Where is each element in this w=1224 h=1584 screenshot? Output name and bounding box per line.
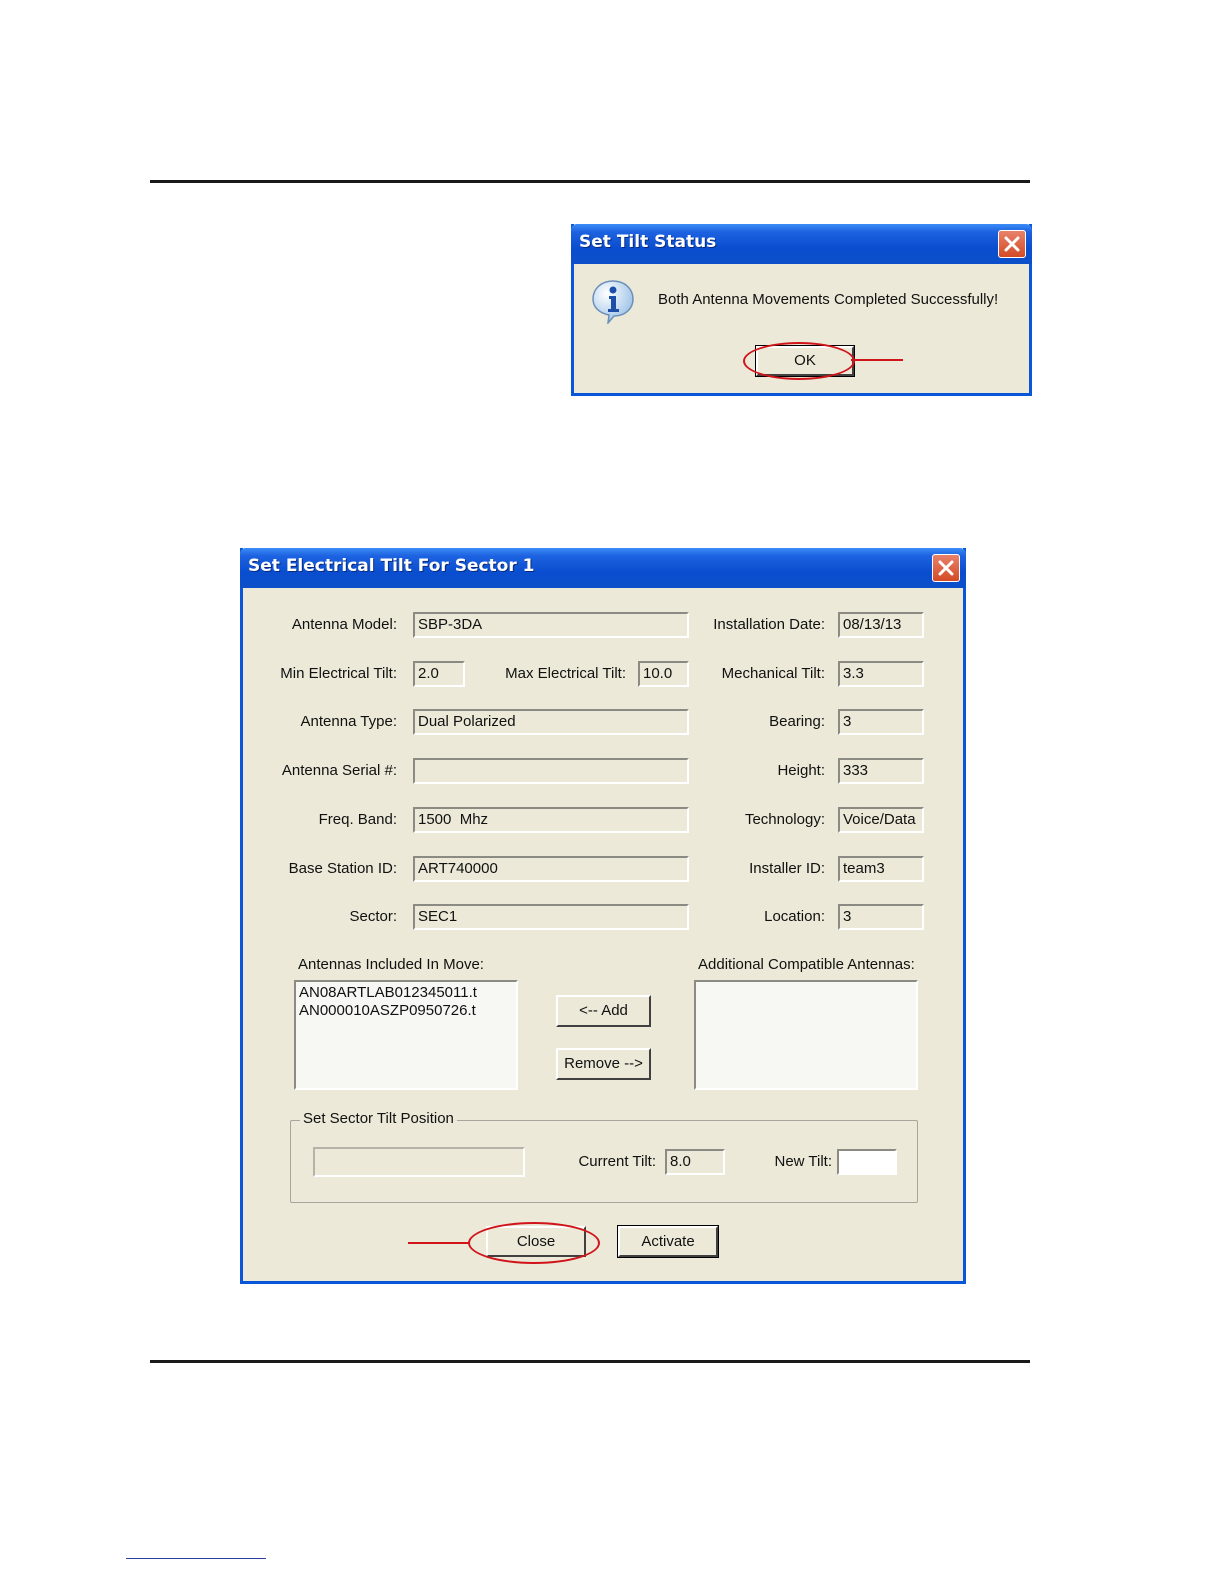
antenna-type-label: Antenna Type:: [300, 713, 397, 730]
bearing-field[interactable]: 3: [838, 709, 924, 735]
status-title: Set Tilt Status: [579, 232, 717, 252]
compatible-label: Additional Compatible Antennas:: [698, 956, 915, 973]
installation-date-label: Installation Date:: [713, 616, 825, 633]
installation-date-field[interactable]: 08/13/13: [838, 612, 924, 638]
close-callout-line: [408, 1242, 470, 1244]
freq-band-label: Freq. Band:: [318, 811, 397, 828]
height-field[interactable]: 333: [838, 758, 924, 784]
sector-tilt-group-label: Set Sector Tilt Position: [300, 1110, 457, 1127]
antenna-model-label: Antenna Model:: [291, 616, 397, 633]
technology-label: Technology:: [744, 811, 825, 828]
ok-callout-line: [851, 359, 903, 361]
status-titlebar[interactable]: [571, 224, 1032, 264]
antenna-model-field[interactable]: SBP-3DA: [413, 612, 689, 638]
min-tilt-field[interactable]: 2.0: [413, 661, 465, 687]
remove-button[interactable]: Remove -->: [556, 1048, 651, 1080]
footer-link-underline: [126, 1558, 266, 1559]
tilt-titlebar[interactable]: [240, 548, 966, 588]
tilt-dialog: [240, 548, 966, 1284]
ok-button[interactable]: OK: [756, 346, 854, 376]
list-item[interactable]: AN08ARTLAB012345011.t: [299, 984, 477, 1001]
installer-field[interactable]: team3: [838, 856, 924, 882]
info-icon: [590, 278, 636, 324]
status-close-button[interactable]: [998, 230, 1026, 258]
height-label: Height:: [777, 762, 825, 779]
bearing-label: Bearing:: [769, 713, 825, 730]
add-button[interactable]: <-- Add: [556, 995, 651, 1027]
top-rule: [150, 180, 1030, 183]
location-field[interactable]: 3: [838, 904, 924, 930]
activate-button[interactable]: Activate: [618, 1226, 718, 1257]
max-tilt-field[interactable]: 10.0: [638, 661, 689, 687]
tilt-progress-bar: [313, 1147, 525, 1177]
installer-label: Installer ID:: [749, 860, 825, 877]
included-label: Antennas Included In Move:: [298, 956, 484, 973]
freq-band-field[interactable]: 1500 Mhz: [413, 807, 689, 833]
current-tilt-label: Current Tilt:: [578, 1153, 656, 1170]
serial-field[interactable]: [413, 758, 689, 784]
antenna-type-field[interactable]: Dual Polarized: [413, 709, 689, 735]
status-message: Both Antenna Movements Completed Successfully!: [658, 291, 999, 308]
bottom-rule: [150, 1360, 1030, 1363]
included-list[interactable]: [294, 980, 518, 1090]
compatible-list[interactable]: [694, 980, 918, 1090]
mechanical-tilt-field[interactable]: 3.3: [838, 661, 924, 687]
current-tilt-field[interactable]: 8.0: [665, 1149, 725, 1175]
location-label: Location:: [764, 908, 825, 925]
tilt-close-x-button[interactable]: [932, 554, 960, 582]
new-tilt-input[interactable]: [837, 1149, 897, 1175]
serial-label: Antenna Serial #:: [281, 762, 397, 779]
list-item[interactable]: AN000010ASZP0950726.t: [299, 1002, 476, 1019]
base-station-field[interactable]: ART740000: [413, 856, 689, 882]
mechanical-tilt-label: Mechanical Tilt:: [721, 665, 825, 682]
sector-field[interactable]: SEC1: [413, 904, 689, 930]
close-icon: [1004, 236, 1020, 252]
close-icon: [938, 560, 954, 576]
technology-field[interactable]: Voice/Data: [838, 807, 924, 833]
tilt-title: Set Electrical Tilt For Sector 1: [248, 556, 535, 576]
sector-label: Sector:: [349, 908, 397, 925]
new-tilt-label: New Tilt:: [774, 1153, 832, 1170]
base-station-label: Base Station ID:: [288, 860, 397, 877]
status-dialog: [571, 224, 1032, 396]
max-tilt-label: Max Electrical Tilt:: [505, 665, 626, 682]
min-tilt-label: Min Electrical Tilt:: [280, 665, 397, 682]
close-button[interactable]: Close: [486, 1226, 586, 1257]
